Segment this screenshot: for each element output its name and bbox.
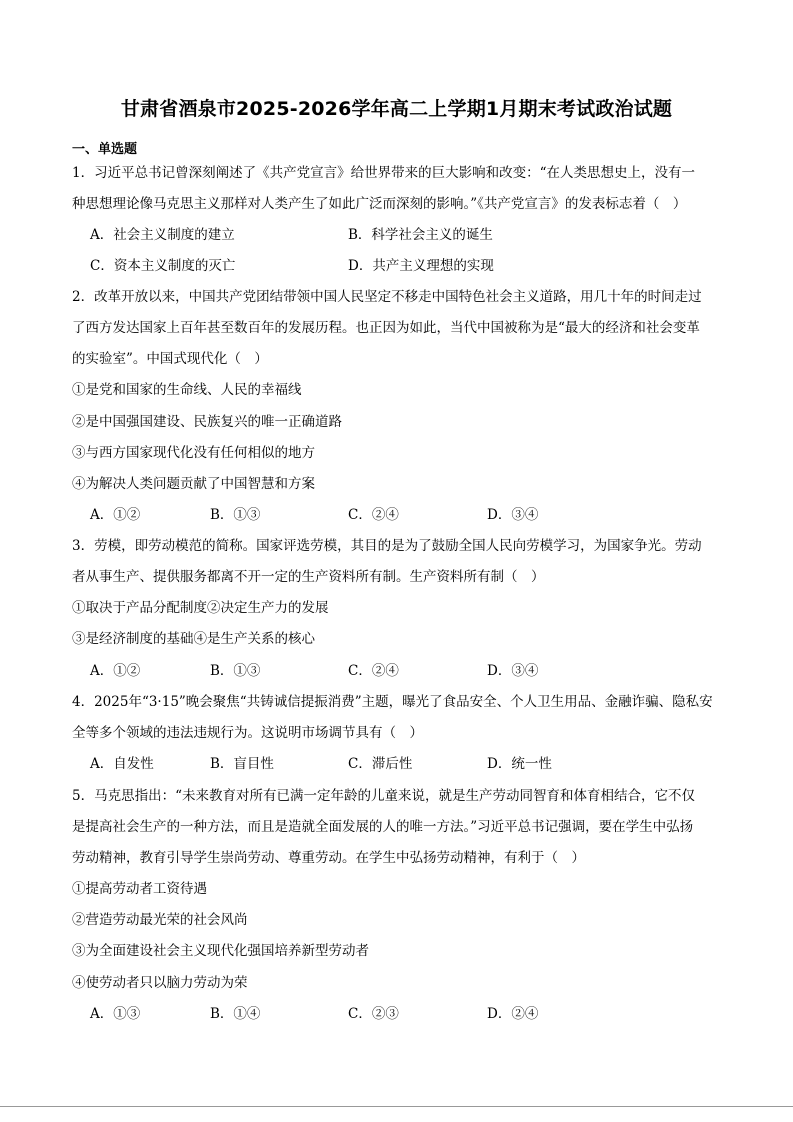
- q5-statement-4: ④使劳动者只以脑力劳动为荣: [72, 975, 248, 991]
- q1-option-a[interactable]: A．社会主义制度的建立: [90, 227, 235, 243]
- q5-statement-3: ③为全面建设社会主义现代化强国培养新型劳动者: [72, 943, 369, 959]
- q5-option-b[interactable]: B．①④: [210, 1006, 261, 1022]
- q3-line-1: 3．劳模，即劳动模范的简称。国家评选劳模，其目的是为了鼓励全国人民向劳模学习，为国家争光。劳动: [72, 538, 702, 554]
- q2-line-1: 2．改革开放以来，中国共产党团结带领中国人民坚定不移走中国特色社会主义道路，用几十年的时间走过: [72, 289, 702, 305]
- q5-line-3: 劳动精神，教育引导学生崇尚劳动、尊重劳动。在学生中弘扬劳动精神，有利于（ ）: [72, 850, 585, 866]
- q2-option-a[interactable]: A．①②: [90, 507, 141, 523]
- q4-option-a[interactable]: A．自发性: [90, 756, 154, 772]
- q4-line-2: 全等多个领域的违法违规行为。这说明市场调节具有（ ）: [72, 725, 423, 741]
- q3-option-a[interactable]: A．①②: [90, 663, 141, 679]
- q1-line-1: 1．习近平总书记曾深刻阐述了《共产党宣言》给世界带来的巨大影响和改变：“在人类思想史上，没有一: [72, 165, 695, 181]
- q1-line-2: 种思想理论像马克思主义那样对人类产生了如此广泛而深刻的影响。”《共产党宣言》的发表标志着（ ）: [72, 196, 687, 212]
- q5-option-c[interactable]: C．②③: [348, 1006, 399, 1022]
- page-bottom-divider: [0, 1106, 793, 1107]
- q5-line-1: 5．马克思指出：“未来教育对所有已满一定年龄的儿童来说，就是生产劳动同智育和体育相结合，它不仅: [72, 788, 695, 804]
- q5-statement-2: ②营造劳动最光荣的社会风尚: [72, 912, 248, 928]
- q2-statement-4: ④为解决人类问题贡献了中国智慧和方案: [72, 476, 315, 492]
- q4-line-1: 4．2025年“3·15”晚会聚焦“共铸诚信提振消费”主题，曝光了食品安全、个人卫生用品、金融诈骗、隐私安: [72, 694, 713, 710]
- q2-option-d[interactable]: D．③④: [487, 507, 539, 523]
- q5-statement-1: ①提高劳动者工资待遇: [72, 881, 207, 897]
- q3-statement-2: ③是经济制度的基础④是生产关系的核心: [72, 631, 315, 647]
- q5-option-a[interactable]: A．①③: [90, 1006, 141, 1022]
- q4-option-c[interactable]: C．滞后性: [348, 756, 413, 772]
- q1-option-d[interactable]: D．共产主义理想的实现: [348, 258, 494, 274]
- q2-statement-1: ①是党和国家的生命线、人民的幸福线: [72, 382, 302, 398]
- q3-statement-1: ①取决于产品分配制度②决定生产力的发展: [72, 600, 329, 616]
- q5-option-d[interactable]: D．②④: [487, 1006, 539, 1022]
- q2-statement-2: ②是中国强国建设、民族复兴的唯一正确道路: [72, 414, 342, 430]
- q3-option-c[interactable]: C．②④: [348, 663, 399, 679]
- q2-line-3: 的实验室”。中国式现代化（ ）: [72, 351, 268, 367]
- q2-option-c[interactable]: C．②④: [348, 507, 399, 523]
- q1-option-b[interactable]: B．科学社会主义的诞生: [348, 227, 493, 243]
- q3-line-2: 者从事生产、提供服务都离不开一定的生产资料所有制。生产资料所有制（ ）: [72, 569, 545, 585]
- q4-option-b[interactable]: B．盲目性: [210, 756, 274, 772]
- q2-statement-3: ③与西方国家现代化没有任何相似的地方: [72, 445, 315, 461]
- q3-option-d[interactable]: D．③④: [487, 663, 539, 679]
- section-heading: 一、单选题: [72, 142, 138, 157]
- q4-option-d[interactable]: D．统一性: [487, 756, 552, 772]
- q5-line-2: 是提高社会生产的一种方法，而且是造就全面发展的人的唯一方法。”习近平总书记强调，要在学生中弘扬: [72, 819, 694, 835]
- q1-option-c[interactable]: C．资本主义制度的灭亡: [90, 258, 236, 274]
- page-title: 甘肃省酒泉市2025-2026学年高二上学期1月期末考试政治试题: [120, 98, 673, 120]
- q2-option-b[interactable]: B．①③: [210, 507, 261, 523]
- q2-line-2: 了西方发达国家上百年甚至数百年的发展历程。也正因为如此，当代中国被称为是“最大的经济和社会变革: [72, 320, 700, 336]
- q3-option-b[interactable]: B．①③: [210, 663, 261, 679]
